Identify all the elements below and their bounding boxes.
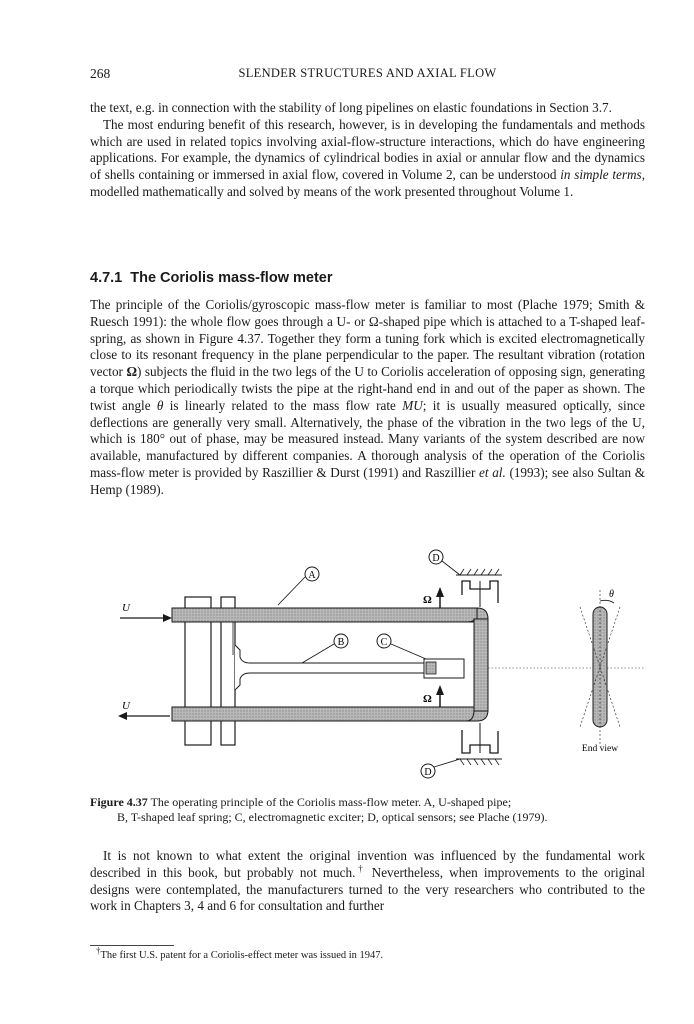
coriolis-meter-diagram xyxy=(90,545,650,790)
footnote xyxy=(90,945,645,961)
theta-symbol: θ xyxy=(156,397,164,413)
et-al: et al. xyxy=(479,464,506,480)
intro-p2-text-a: The most enduring benefit of this research, however, is in developing the fundamentals and methods which are used in related topics involving axial-flow-structure interactions, which do have engineering applications. For example, the dynamics of cylindrical bodies in axial or annular flow and the dynamics of shells containing or immersed in axial flow, covered in Volume 2, can be understood xyxy=(90,116,645,183)
theta-label: θ xyxy=(609,589,614,600)
footnote-text: The first U.S. patent for a Coriolis-effect meter was issued in 1947. xyxy=(100,950,384,961)
intro-paragraphs xyxy=(90,100,645,201)
coriolis-text-c: is linearly related to the mass flow rate xyxy=(163,397,403,413)
mu-symbol: MU xyxy=(402,397,423,413)
figure-caption xyxy=(90,795,645,825)
closing-paragraph xyxy=(90,848,645,915)
caption-label: Figure 4.37 xyxy=(90,795,148,809)
coriolis-paragraph xyxy=(90,297,645,499)
intro-p2-emphasis: in simple terms xyxy=(560,167,642,183)
label-d-bottom: D xyxy=(424,767,432,778)
footnote-marker: † xyxy=(355,863,366,874)
coriolis-text-d: ; it is usually measured optically, since deflections are generally very small. Alternatively, the phase of the vibration in the two legs of the U, which is 180° out of phase, may be measured instead. Many variants of the system described are now available, manufactured by different companies. A thorough analysis of the operation of the Coriolis mass-flow meter is provided by Raszillier & Durst (1991) and Raszillier xyxy=(90,397,645,480)
optical-sensor-top xyxy=(456,569,502,607)
callout-d-bottom xyxy=(421,759,460,778)
section-title: The Coriolis mass-flow meter xyxy=(130,270,333,286)
coriolis-text-b: ) subjects the fluid in the two legs of the U to Coriolis acceleration of opposing sign, generating a torque which periodically twists the pipe at the right-hand end in and out of the paper as shown. The twist angle xyxy=(90,364,646,413)
optical-sensor-bottom xyxy=(456,723,502,765)
end-view-label: End view xyxy=(581,744,619,754)
closing-text xyxy=(90,848,645,915)
coriolis-text xyxy=(90,297,645,499)
end-view xyxy=(580,589,620,754)
section-number: 4.7.1 xyxy=(90,270,123,286)
callout-d-top xyxy=(429,550,460,575)
callout-c xyxy=(377,634,426,659)
caption-line-1: The operating principle of the Coriolis mass-flow meter. A, U-shaped pipe; xyxy=(150,795,512,809)
footnote-dagger: † xyxy=(96,945,101,956)
label-a: A xyxy=(308,570,316,581)
section-heading xyxy=(90,270,645,286)
intro-paragraph-1: the text, e.g. in connection with the stability of long pipelines on elastic foundations in Section 3.7. xyxy=(90,100,612,115)
label-d-top: D xyxy=(432,553,440,564)
figure-4-37 xyxy=(90,545,650,790)
page-number: 268 xyxy=(90,66,111,81)
closing-text-a: It is not known to what extent the original invention was influenced by the fundamental work described in this book, but probably not much. xyxy=(90,848,645,880)
omega-symbol: Ω xyxy=(126,364,138,380)
omega-vectors xyxy=(423,587,444,707)
coriolis-text-e: (1993); see also Sultan & Hemp (1989). xyxy=(90,464,645,497)
callout-b xyxy=(302,634,348,663)
closing-text-b: Nevertheless, when improvements to the original designs were contemplated, the manufacturers turned to the very researchers who contributed to the work in Chapters 3, 4 and 6 for consultation and further xyxy=(90,864,646,914)
flow-arrows xyxy=(118,602,172,720)
intro-p2-text-b: , modelled mathematically and solved by means of the work presented throughout Volume 1. xyxy=(90,167,645,199)
intro-paragraph-2 xyxy=(90,117,645,201)
caption-line-2: B, T-shaped leaf spring; C, electromagnetic exciter; D, optical sensors; see Plache (1979). xyxy=(117,810,548,824)
flow-label-out: U xyxy=(122,700,130,712)
footnote-rule xyxy=(90,945,174,946)
callout-a xyxy=(278,567,319,605)
page-header xyxy=(90,66,645,86)
coriolis-text-a: The principle of the Coriolis/gyroscopic mass-flow meter is familiar to most (Plache 1979; Smith & Ruesch 1991): the whole flow goes through a U- or Ω-shaped pipe which is attached to a T-shaped leaf-spring, as shown in Figure 4.37. Together they form a tuning fork which is excited electromagnetically close to its resonant frequency in the plane perpendicular to the paper. The resultant vibration (rotation vector xyxy=(90,297,645,380)
flow-label-in: U xyxy=(122,602,130,614)
label-b: B xyxy=(337,637,345,648)
running-head: SLENDER STRUCTURES AND AXIAL FLOW xyxy=(238,66,497,80)
t-shaped-leaf-spring xyxy=(235,645,464,690)
omega-label-top: Ω xyxy=(423,594,432,606)
label-c: C xyxy=(380,637,388,648)
omega-label-bottom: Ω xyxy=(423,693,432,705)
